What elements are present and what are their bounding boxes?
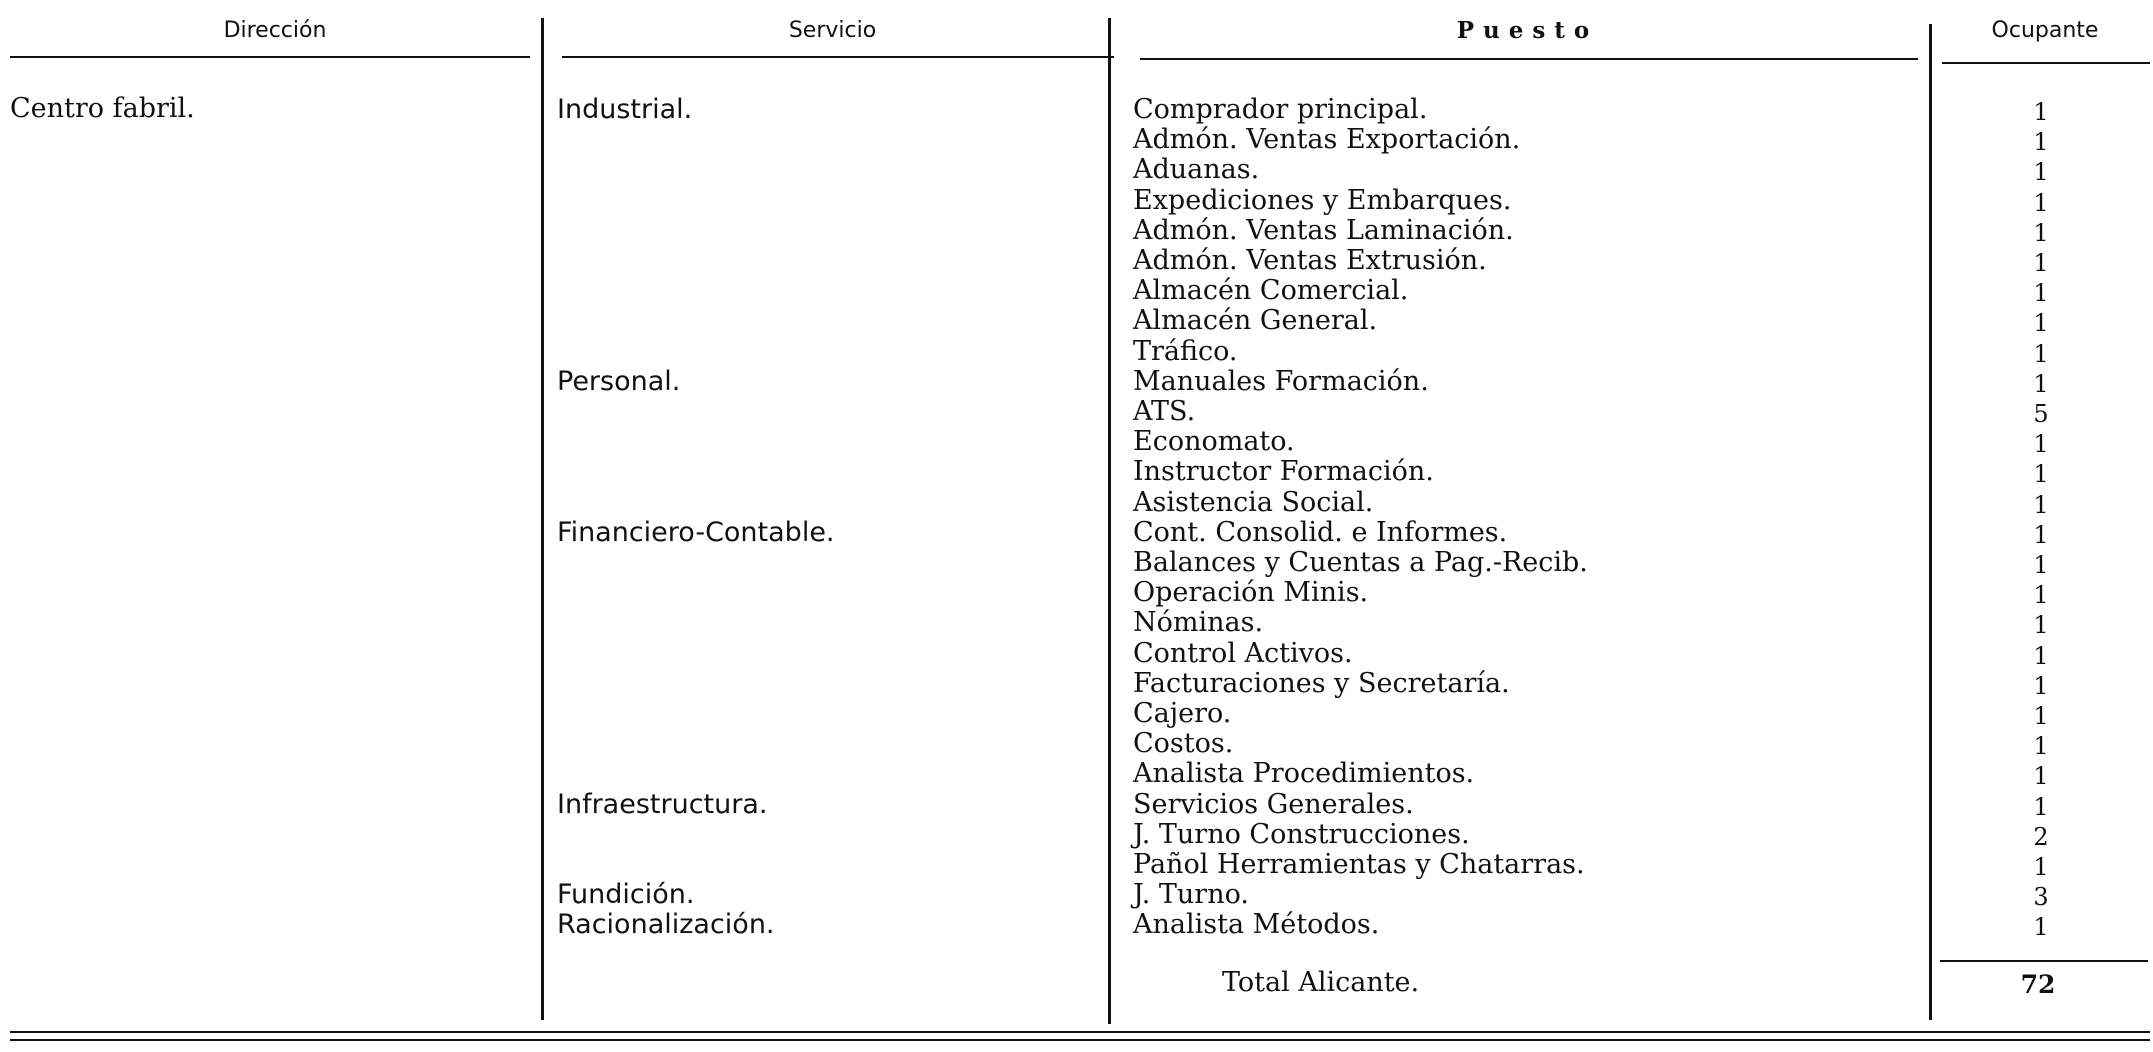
column-separator-3 [1929,24,1932,1020]
direccion-value: Centro fabril. [10,93,195,124]
puesto-cell: Costos. [1133,728,1234,760]
puesto-cell: Almacén Comercial. [1133,275,1409,307]
ocupante-cell: 1 [2033,460,2049,489]
header-direccion: Dirección [223,18,327,43]
ocupante-cell: 1 [2033,762,2049,791]
ocupante-cell: 1 [2033,641,2049,670]
puesto-cell: Analista Procedimientos. [1133,758,1475,790]
servicio-label: Infraestructura. [557,788,768,820]
puesto-cell: Admón. Ventas Extrusión. [1133,245,1487,276]
puesto-cell: Facturaciones y Secretaría. [1133,667,1510,699]
puesto-cell: Tráfico. [1133,335,1238,367]
header-servicio: Servicio [788,18,877,43]
puesto-cell: Analista Métodos. [1133,909,1380,941]
ocupante-cell: 1 [2033,732,2049,761]
puesto-cell: Operación Minis. [1133,577,1369,609]
servicio-label: Industrial. [557,94,693,125]
ocupante-cell: 1 [2033,188,2049,217]
bottom-rule-2 [10,1039,2150,1041]
puesto-cell: Admón. Ventas Laminación. [1133,214,1514,246]
servicio-label: Financiero-Contable. [557,516,835,548]
ocupante-cell: 1 [2033,98,2049,126]
puesto-cell: Instructor Formación. [1133,456,1434,488]
ocupante-cell: 1 [2033,702,2049,730]
puesto-cell: Economato. [1133,426,1295,458]
ocupante-cell: 1 [2033,339,2049,368]
header-rule-puesto [1140,58,1918,60]
header-rule-servicio [562,56,1114,58]
puesto-cell: J. Turno Construcciones. [1133,818,1470,850]
header-rule-ocupante [1942,62,2150,64]
puesto-cell: Manuales Formación. [1133,365,1429,397]
header-ocupante: Ocupante [1991,18,2099,43]
ocupante-cell: 1 [2033,430,2049,459]
servicio-label: Racionalización. [557,909,775,941]
ocupante-cell: 1 [2033,551,2049,579]
ocupante-cell: 1 [2033,581,2049,610]
puesto-cell: Cajero. [1133,698,1232,729]
ocupante-cell: 1 [2033,913,2049,942]
puesto-cell: Balances y Cuentas a Pag.-Recib. [1133,547,1588,578]
puesto-cell: Asistencia Social. [1133,486,1374,518]
servicio-label: Personal. [557,365,681,397]
servicio-label: Fundición. [557,879,695,911]
column-separator-1 [541,18,544,1020]
ocupante-cell: 1 [2033,671,2049,700]
ocupante-cell: 1 [2033,279,2049,308]
ocupante-cell: 1 [2033,128,2049,157]
puesto-cell: Expediciones y Embarques. [1133,184,1512,216]
puesto-cell: Comprador principal. [1133,94,1428,125]
ocupante-cell: 1 [2033,218,2049,247]
puesto-cell: Cont. Consolid. e Informes. [1133,516,1508,548]
header-rule-direccion [10,56,530,58]
ocupante-cell: 1 [2033,369,2049,398]
total-value: 72 [2020,970,2056,999]
ocupante-cell: 1 [2033,490,2049,519]
puesto-cell: Servicios Generales. [1133,788,1414,820]
total-label: Total Alicante. [1222,967,1420,998]
ocupante-cell: 1 [2033,249,2049,277]
puesto-cell: Nóminas. [1133,607,1264,639]
header-puesto: Puesto [1456,17,1599,44]
ocupante-cell: 2 [2033,822,2049,851]
column-separator-2 [1108,18,1111,1024]
puesto-cell: ATS. [1133,396,1196,427]
ocupante-cell: 1 [2033,520,2049,549]
ocupante-cell: 5 [2033,400,2049,428]
puesto-cell: Control Activos. [1133,637,1353,669]
puesto-cell: Almacén General. [1133,305,1378,337]
total-rule [1940,960,2148,962]
puesto-cell: J. Turno. [1133,879,1249,911]
bottom-rule-1 [10,1031,2150,1033]
ocupante-cell: 1 [2033,792,2049,821]
puesto-cell: Admón. Ventas Exportación. [1133,124,1521,156]
ocupante-cell: 3 [2033,883,2049,912]
ocupante-cell: 1 [2033,611,2049,640]
ocupante-cell: 1 [2033,158,2049,187]
ocupante-cell: 1 [2033,309,2049,338]
puesto-cell: Aduanas. [1133,154,1260,186]
puesto-cell: Pañol Herramientas y Chatarras. [1133,849,1585,880]
ocupante-cell: 1 [2033,853,2049,881]
